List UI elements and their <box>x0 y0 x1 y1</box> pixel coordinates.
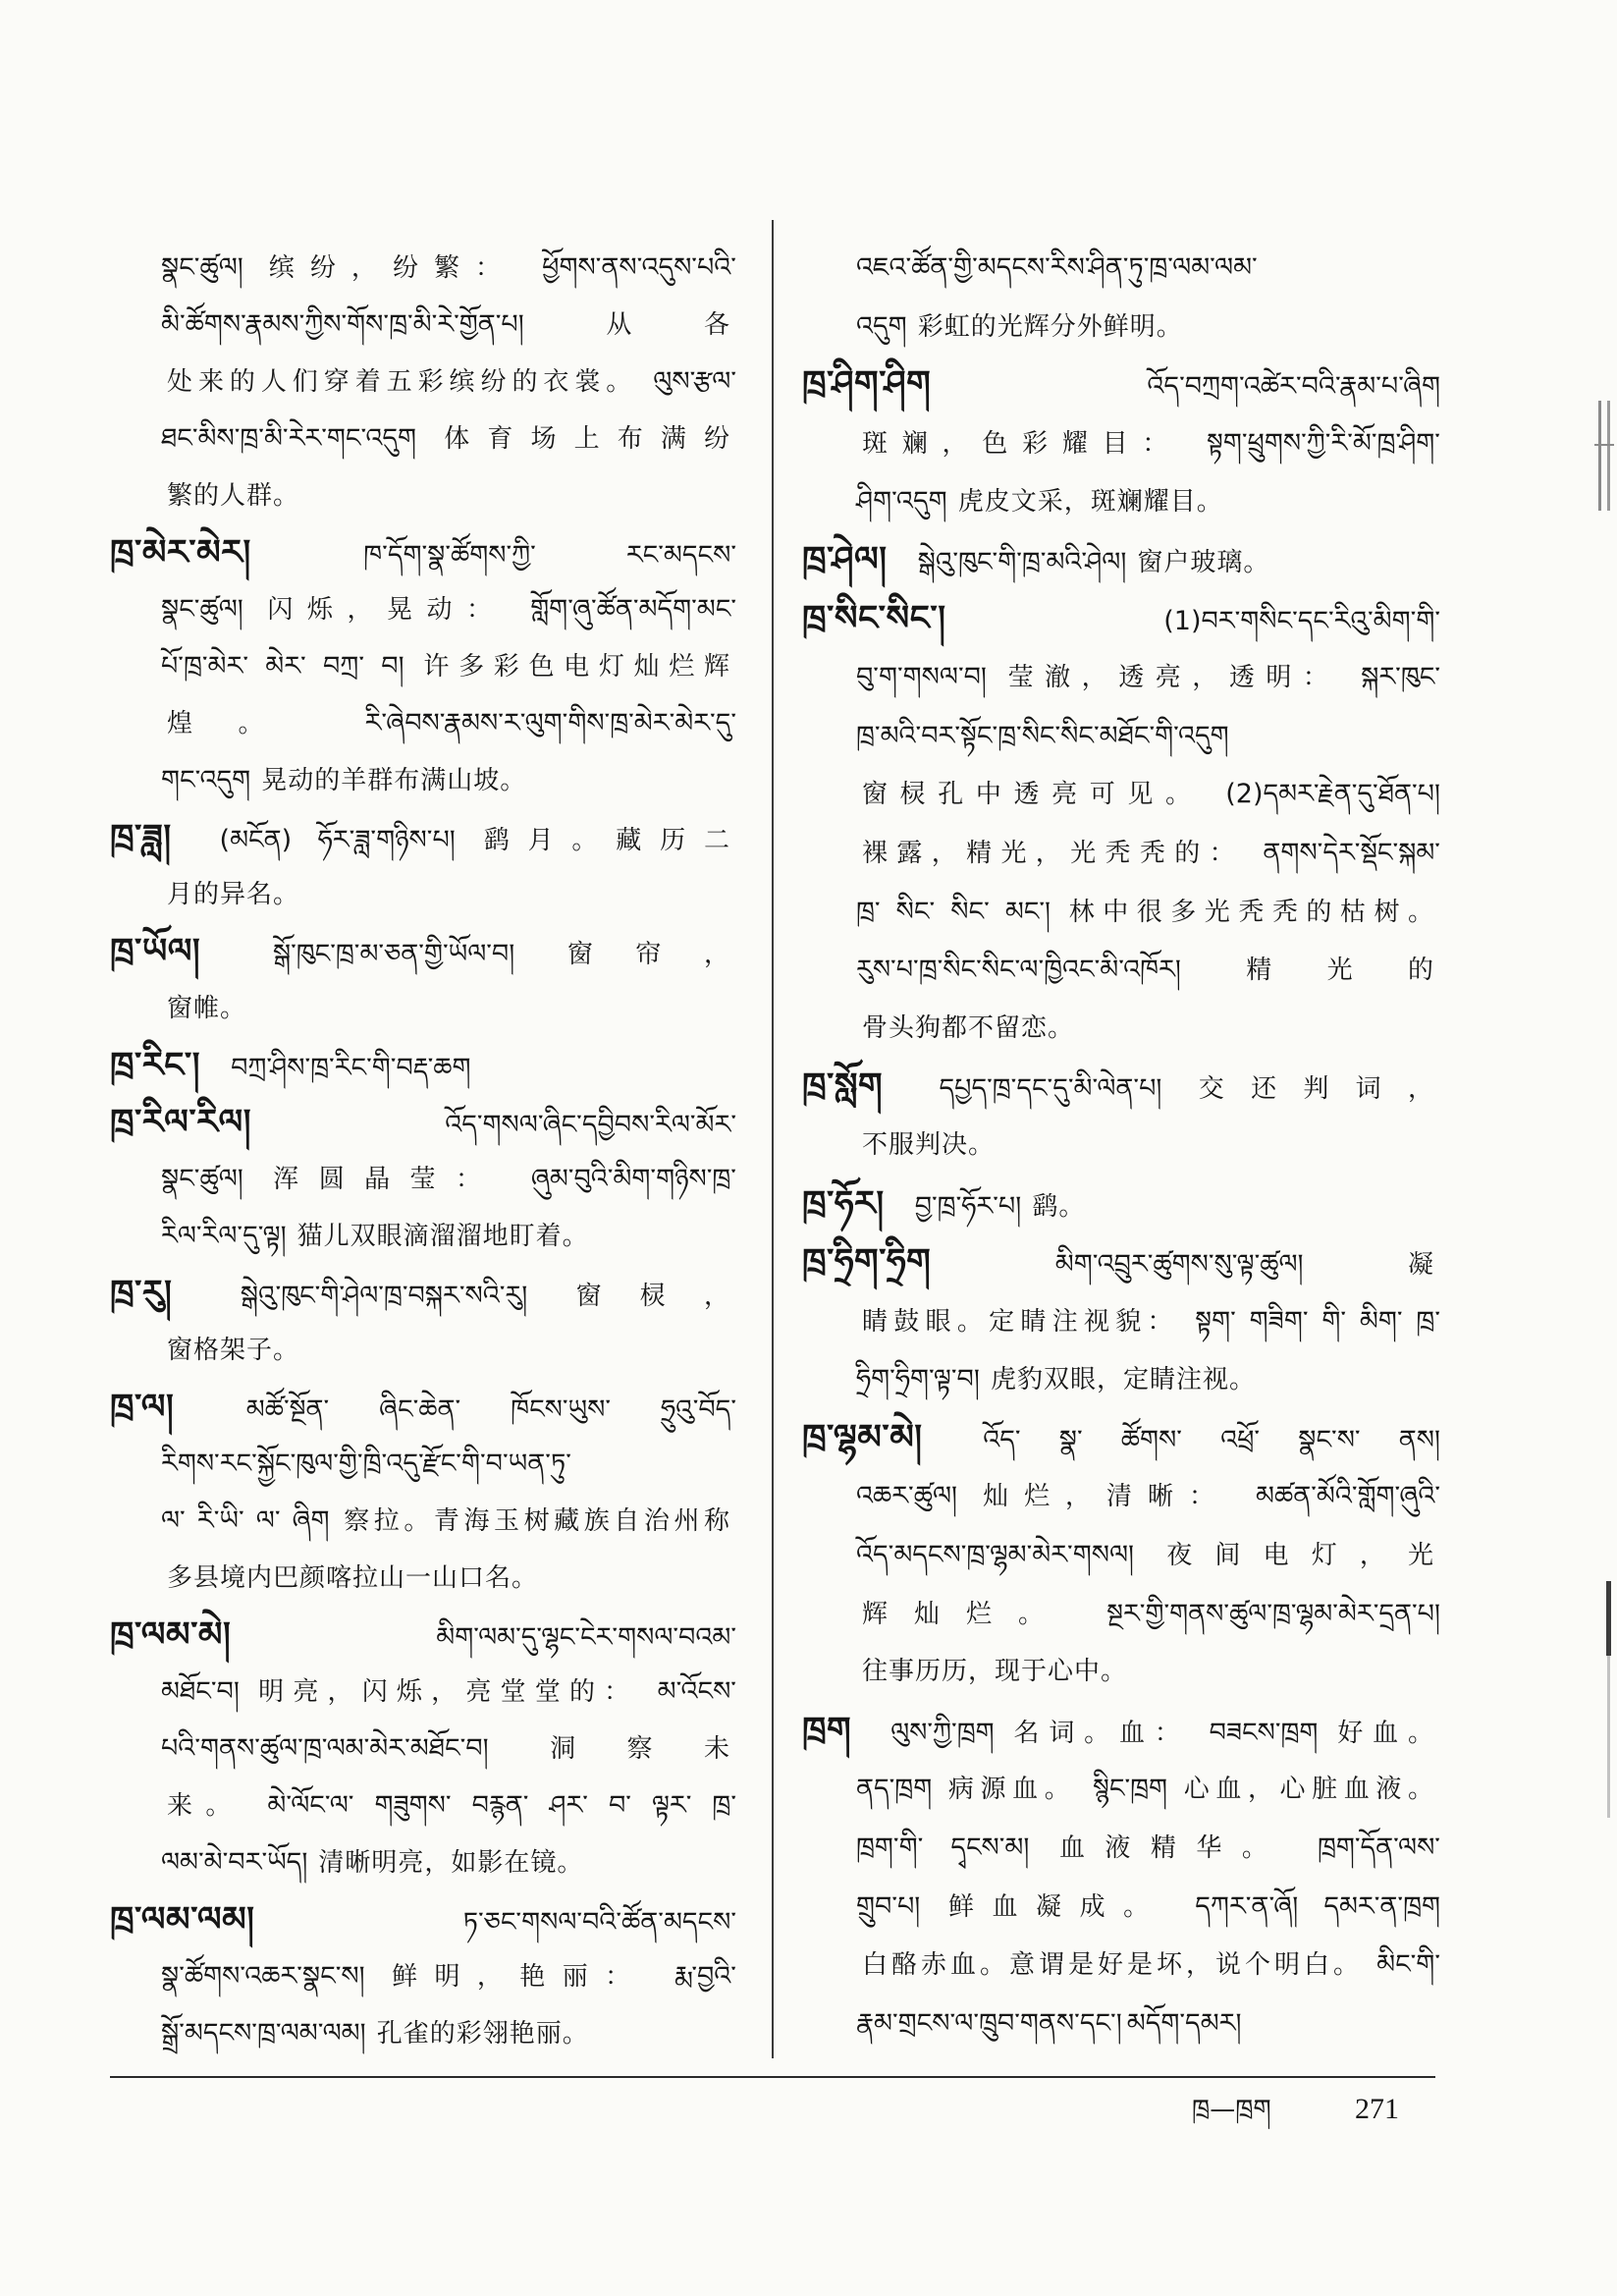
tibetan-text: མིག་ལམ་དུ་ལྷང་ངེར་གསལ་བའམ་ <box>436 1622 736 1653</box>
chinese-text: 病源血。 <box>947 1775 1077 1805</box>
chinese-text: 灿烂，清晰： <box>983 1482 1230 1512</box>
tibetan-text: རྨ་བྱའི་ <box>674 1961 736 1992</box>
chinese-text: 林中很多光秃秃的枯树。 <box>1068 897 1434 927</box>
entry-line <box>802 414 1440 473</box>
tibetan-text: ལུས་ཀྱི་ཁྲག <box>890 1717 995 1748</box>
chinese-text: 缤纷，纷繁： <box>268 253 517 283</box>
dictionary-entry <box>110 1607 736 1891</box>
tibetan-text: བུ་ག་གསལ་བ། <box>856 662 987 693</box>
chinese-text: 鹞月。藏历二 <box>483 826 730 855</box>
chinese-text: 睛鼓眼。定睛注视貌： <box>862 1306 1179 1337</box>
chinese-text: 窗棂， <box>575 1282 730 1311</box>
chinese-text: 处来的人们穿着五彩缤纷的衣裳。 <box>167 367 638 397</box>
chinese-text: 浑圆晶莹： <box>273 1165 502 1194</box>
chinese-text: 洞察未 <box>550 1734 730 1764</box>
entry-line <box>110 1094 736 1151</box>
chinese-text: 明亮，闪烁，亮堂堂的： <box>258 1677 639 1707</box>
tibetan-text: མཚོ་སྔོན་ ཞིང་ཆེན་ ཁོངས་ཡུས་ ཧྲུའུ་བོད་ <box>245 1394 736 1425</box>
entry-line <box>802 355 1440 414</box>
dictionary-entry <box>110 923 736 1037</box>
chinese-text: 夜间电灯，光 <box>1166 1541 1434 1571</box>
entry-line <box>802 1585 1440 1644</box>
entry-headword: ཁྲ་ལྷམ་མེ། <box>802 1417 923 1457</box>
entry-headword: ཁྲ་ཧོར། <box>802 1183 885 1224</box>
entry-line <box>802 239 1440 298</box>
tibetan-text: མཚན་མོའི་གློག་ཞུའི་ <box>1256 1481 1440 1512</box>
entry-line <box>802 472 1440 531</box>
tibetan-text: འོད་གསལ་ཞིང་དབྱིབས་རིལ་མོར་ <box>445 1110 736 1140</box>
tibetan-text: མེ་ལོང་ལ་ གཟུགས་ བརྙན་ ཤར་ བ་ ལྟར་ ཁྲ་ <box>267 1790 736 1821</box>
entry-line <box>110 923 736 980</box>
tibetan-text: རིགས་རང་སྐྱོང་ཁུལ་གྱི་ཁྲི་འདུ་རྫོང་གི་བ་ཡན་ཏུ་ <box>161 1449 571 1479</box>
dictionary-entry <box>802 1233 1440 1409</box>
tibetan-text: གྲུབ་པ། <box>856 1890 921 1922</box>
column-divider <box>772 220 774 2058</box>
entry-line <box>110 467 736 524</box>
chinese-text: 虎皮文采，斑斓耀目。 <box>957 487 1223 518</box>
tibetan-text: རྣམ་གྲངས་ལ་ཁྲུབ་གནས་དང་། <box>856 2007 1122 2039</box>
tibetan-text: ནད་ཁྲག <box>856 1774 933 1805</box>
chinese-text: 鲜明，艳丽： <box>392 1962 648 1992</box>
chinese-text: 心血，心脏血液。 <box>1183 1775 1434 1805</box>
entry-line <box>110 240 736 297</box>
entry-line <box>802 1409 1440 1468</box>
entry-headword: ཁྲ་སིང་སིང་། <box>802 598 946 638</box>
tibetan-text: འོད་མདངས་ཁྲ་ལྷམ་མེར་གསལ། <box>856 1540 1135 1571</box>
tibetan-text: དཀར་ན་ཞོ། དམར་ན་ཁྲག <box>1195 1890 1440 1922</box>
chinese-text: 猫儿双眼滴溜溜地盯着。 <box>296 1222 589 1251</box>
entry-headword: ཁྲ་མེར་མེར། <box>110 533 251 573</box>
tibetan-text: འཆར་ཚུལ། <box>856 1481 958 1512</box>
tibetan-text: རི་ཞེབས་རྣམས་ར་ལུག་གིས་ཁྲ་མེར་མེར་དུ་ <box>364 708 736 738</box>
entry-line <box>110 1607 736 1664</box>
dictionary-entry <box>802 239 1440 355</box>
chinese-text: 煌。 <box>167 709 310 738</box>
entry-line <box>802 298 1440 356</box>
entry-line <box>802 824 1440 883</box>
entry-line <box>802 1233 1440 1292</box>
chinese-text: 窗格架子。 <box>167 1336 300 1365</box>
chinese-text: 察拉。青海玉树藏族自治州称 <box>344 1506 730 1536</box>
chinese-text: 虎豹双眼，定睛注视。 <box>990 1365 1256 1395</box>
tibetan-text: འོད་བཀྲག་འཚེར་བའི་རྣམ་པ་ཞིག <box>1147 371 1440 403</box>
chinese-text: 月的异名。 <box>167 880 300 909</box>
tibetan-text: སྔར་གྱི་གནས་ཚུལ་ཁྲ་ལྷམ་མེར་དྲན་པ། <box>1106 1598 1440 1629</box>
chinese-text: 不服判决。 <box>862 1129 996 1160</box>
chinese-text: 精光的 <box>1246 956 1434 986</box>
entry-headword: ཁྲ་ལ། <box>110 1388 175 1427</box>
tibetan-text: ཤིག་འདུག <box>856 486 947 518</box>
chinese-text: 鲜血凝成。 <box>947 1891 1167 1922</box>
dictionary-entry <box>110 1265 736 1379</box>
tibetan-text: པོ་ཁྲ་མེར་ མེར་ བཀྲ་ བ། <box>161 651 404 682</box>
entry-line <box>110 1891 736 1948</box>
tibetan-text: སྣང་ཚུལ། <box>161 1164 243 1194</box>
entry-line <box>802 1819 1440 1878</box>
chinese-text: 闪烁，晃动： <box>267 595 507 625</box>
chinese-text: 辉灿烂。 <box>862 1599 1071 1629</box>
entry-line <box>110 809 736 866</box>
tibetan-text: ཁྲ་ སིང་ སིང་ མང་། <box>856 896 1051 927</box>
entry-headword: ཁྲ་ཧྲིག་ཧྲིག <box>802 1242 932 1283</box>
entry-line <box>110 866 736 923</box>
entry-line <box>802 1058 1440 1117</box>
chinese-text: 莹澈，透亮，透明： <box>1007 663 1340 693</box>
tibetan-text: (1)བར་གསིང་དང་རིའུ་མིག་གི་ <box>1163 605 1440 636</box>
chinese-text: 骨头狗都不留恋。 <box>862 1012 1075 1043</box>
tibetan-text: ནགས་དེར་སྡོང་སྐམ་ <box>1263 837 1440 868</box>
entry-line <box>110 1834 736 1891</box>
dictionary-entry <box>110 524 736 809</box>
tibetan-text: ཧྲིག་ཧྲིག་ལྟ་བ། <box>856 1364 980 1395</box>
tibetan-text: ལ་ རི་ཡི་ ལ་ ཞིག <box>161 1505 330 1536</box>
tibetan-text: འཇའ་ཚོན་གྱི་མདངས་རིས་ཤིན་ཏུ་ཁྲ་ལམ་ལམ་ <box>856 252 1258 283</box>
tibetan-text: པའི་གནས་ཚུལ་ཁྲ་ལམ་མེར་མཐོང་བ། <box>161 1733 489 1764</box>
tibetan-text: བཟངས་ཁྲག <box>1209 1717 1319 1748</box>
entry-headword: ཁྲ་རིལ་རིལ། <box>110 1103 252 1142</box>
entry-line <box>802 1643 1440 1702</box>
scan-edge-mark <box>1606 1581 1611 1656</box>
entry-line <box>110 524 736 581</box>
tibetan-text: འདུག <box>856 310 907 342</box>
entry-line <box>802 707 1440 766</box>
chinese-text: 繁的人群。 <box>167 481 300 511</box>
dictionary-entry <box>110 1891 736 2062</box>
entry-line <box>802 1117 1440 1175</box>
entry-line <box>110 1037 736 1094</box>
scan-edge-mark <box>1607 401 1610 511</box>
entry-line <box>802 941 1440 1000</box>
chinese-text: 名词。血： <box>1013 1718 1190 1748</box>
chinese-text: 清晰明亮，如影在镜。 <box>318 1848 584 1878</box>
right-column <box>802 239 1440 2065</box>
entry-line <box>802 1350 1440 1409</box>
chinese-text: 白酪赤血。意谓是好是坏，说个明白。 <box>862 1950 1364 1981</box>
dictionary-entry <box>802 1175 1440 1234</box>
entry-line <box>110 1151 736 1208</box>
scan-edge-mark <box>1607 1656 1610 1818</box>
tibetan-text: མཐོང་བ། <box>161 1676 240 1707</box>
entry-line <box>110 1208 736 1265</box>
entry-line <box>802 1936 1440 1995</box>
tibetan-text: སྙིང་ཁྲག <box>1093 1774 1168 1805</box>
chinese-text: 多县境内巴颜喀拉山一山口名。 <box>167 1563 539 1593</box>
tibetan-text: ཁྲ་མའི་བར་སྟོང་ཁྲ་སིང་སིང་མཐོང་གི་འདུག <box>856 720 1229 751</box>
dictionary-entry <box>802 1058 1440 1175</box>
entry-headword: ཁྲ་ལམ་མེ། <box>110 1615 232 1655</box>
chinese-text: 孔雀的彩翎艳丽。 <box>376 2019 589 2049</box>
entry-line <box>802 1000 1440 1059</box>
tibetan-text: བཀྲ་ཤིས་ཁྲ་རིང་གི་བརྡ་ཆག <box>231 1053 471 1083</box>
entry-line <box>802 1526 1440 1585</box>
tibetan-text: སྟག་ གཟིག་ གི་ མིག་ ཁྲ་ <box>1195 1305 1440 1337</box>
entry-line <box>802 1702 1440 1761</box>
tibetan-text: ཁྲག་གི་ དྭངས་མ། <box>856 1832 1030 1864</box>
entry-headword: ཁྲ་སློག <box>802 1066 884 1107</box>
chinese-text: 来。 <box>167 1791 244 1821</box>
tibetan-text: སྣང་ཚུལ། <box>161 594 243 625</box>
tibetan-text: ལུས་རྩལ་ <box>653 366 736 397</box>
entry-line <box>802 648 1440 707</box>
dictionary-entry <box>802 590 1440 1059</box>
entry-line <box>110 1721 736 1777</box>
chinese-text: 斑斓，色彩耀目： <box>862 428 1183 459</box>
dictionary-entry <box>802 1409 1440 1702</box>
tibetan-text: ཁ་དོག་སྣ་ཚོགས་ཀྱི་ རང་མདངས་ <box>363 540 736 571</box>
tibetan-text: ཕྱོགས་ནས་འདུས་པའི་ <box>542 252 736 283</box>
dictionary-entry <box>802 531 1440 590</box>
entry-line <box>110 1436 736 1493</box>
entry-line <box>110 297 736 354</box>
chinese-text: 许多彩色电灯灿烂辉 <box>423 652 730 682</box>
chinese-text: 往事历历，现于心中。 <box>862 1657 1128 1687</box>
tibetan-text: ཏ་ཅང་གསལ་བའི་ཚོན་མདངས་ <box>462 1907 736 1938</box>
dictionary-entry <box>802 1702 1440 2053</box>
entry-line <box>110 2005 736 2062</box>
tibetan-text: དཔྱད་ཁྲ་དང་དུ་མི་ལེན་པ། <box>939 1073 1162 1105</box>
entry-headword: ཁྲ་ཤེལ། <box>802 539 888 579</box>
entry-line <box>802 1292 1440 1351</box>
entry-line <box>110 1493 736 1550</box>
chinese-text: 体育场上布满纷 <box>444 424 730 454</box>
chinese-text: 彩虹的光辉分外鲜明。 <box>917 311 1183 342</box>
tibetan-text: སྒེའུ་ཁུང་གི་ཤེལ་ཁྲ་བསྐར་སའི་རུ། <box>240 1281 528 1311</box>
entry-headword: ཁྲ་རུ། <box>110 1274 173 1313</box>
tibetan-text: གློག་ཞུ་ཚོན་མདོག་མང་ <box>530 594 736 625</box>
tibetan-text: སྟག་ཕྲུགས་ཀྱི་རི་མོ་ཁྲ་ཤིག་ <box>1207 427 1440 459</box>
tibetan-text: ཁྲག་དོན་ལས་ <box>1317 1832 1440 1864</box>
chinese-text: 血液精华。 <box>1058 1833 1288 1864</box>
entry-line <box>110 1322 736 1379</box>
footer-rule <box>110 2076 1435 2078</box>
tibetan-text: ཐང་མིས་ཁྲ་མི་རེར་གང་འདུག <box>161 423 417 454</box>
chinese-text: 裸露，精光，光秃秃的： <box>862 838 1244 868</box>
dictionary-entry <box>802 355 1440 531</box>
chinese-text: 交还判词， <box>1198 1074 1434 1105</box>
left-column <box>110 240 736 2068</box>
entry-headword: ཁྲ་ཟླ། <box>110 818 172 857</box>
entry-line <box>110 1777 736 1834</box>
tibetan-text: (མངོན) ཧོར་ཟླ་གཉིས་པ། <box>219 825 456 855</box>
entry-headword: ཁྲ་ལམ་ལམ། <box>110 1900 255 1940</box>
entry-headword: ཁྲ་ཡོལ། <box>110 932 201 971</box>
tibetan-text: སྣང་ཚུལ། <box>161 252 243 283</box>
tibetan-text: ལམ་མེ་བར་ཡོད། <box>161 1847 308 1878</box>
entry-line <box>110 1550 736 1607</box>
chinese-text: 窗帷。 <box>167 994 247 1023</box>
entry-line <box>110 752 736 809</box>
tibetan-text: སྣ་ཚོགས་འཆར་སྣང་ས། <box>161 1961 365 1992</box>
tibetan-text: བྱ་ཁྲ་ཧོར་པ། <box>914 1190 1022 1222</box>
entry-line <box>802 590 1440 649</box>
chinese-text: 窗帘， <box>566 940 730 969</box>
entry-headword: ཁྲག <box>802 1710 852 1750</box>
chinese-text: 晃动的羊群布满山坡。 <box>261 766 527 795</box>
chinese-text: 鹞。 <box>1032 1191 1086 1222</box>
page-number: 271 <box>1355 2093 1399 2125</box>
entry-line <box>110 1948 736 2005</box>
tibetan-text: མིག་འབྲུར་ཚུགས་སུ་ལྟ་ཚུལ། <box>1054 1249 1304 1281</box>
entry-line <box>110 1664 736 1721</box>
tibetan-text: སྒྲོ་མདངས་ཁྲ་ལམ་ལམ། <box>161 2018 366 2049</box>
entry-line <box>110 410 736 467</box>
entry-line <box>110 581 736 638</box>
tibetan-text: རིལ་རིལ་དུ་ལྟ། <box>161 1221 287 1251</box>
dictionary-entry <box>110 1094 736 1265</box>
entry-line <box>110 695 736 752</box>
entry-headword: ཁྲ་ཤིག་ཤིག <box>802 364 932 405</box>
entry-line <box>802 765 1440 824</box>
running-head: ཁྲ—ཁྲག <box>1192 2095 1271 2124</box>
entry-line <box>802 1467 1440 1526</box>
dictionary-entry <box>110 1037 736 1094</box>
dictionary-entry <box>110 809 736 923</box>
entry-line <box>802 883 1440 942</box>
entry-headword: ཁྲ་རིང་། <box>110 1046 200 1085</box>
entry-line <box>802 1878 1440 1937</box>
chinese-text: 从各 <box>606 310 730 340</box>
entry-line <box>802 1995 1440 2053</box>
entry-line <box>802 1175 1440 1234</box>
tibetan-text: ཞུམ་བུའི་མིག་གཉིས་ཁྲ་ <box>530 1164 736 1194</box>
dictionary-entry <box>110 240 736 524</box>
tibetan-text: གང་འདུག <box>161 765 251 795</box>
tibetan-text: མིང་གི་ <box>1376 1949 1440 1981</box>
tibetan-text: མ་འོངས་ <box>657 1676 736 1707</box>
chinese-text: 窗棂孔中透亮可见。 <box>862 780 1204 810</box>
tibetan-text: སྐར་ཁུང་ <box>1361 662 1440 693</box>
tibetan-text: རུས་པ་ཁྲ་སིང་སིང་ལ་ཁྱིའང་མི་འཁོར། <box>856 955 1181 986</box>
tibetan-text: སྒོ་ཁུང་ཁྲ་མ་ཅན་གྱི་ཡོལ་བ། <box>272 939 515 969</box>
entry-line <box>110 354 736 410</box>
tibetan-text: སྒེའུ་ཁུང་གི་ཁྲ་མའི་ཤེལ། <box>917 546 1127 577</box>
scan-edge-mark <box>1598 401 1601 511</box>
tibetan-text: མི་ཚོགས་རྣམས་ཀྱིས་གོས་ཁྲ་མི་རེ་གྱོན་པ། <box>161 309 524 340</box>
chinese-text: 凝 <box>1407 1250 1434 1281</box>
tibetan-text: འོད་ སྣ་ ཚོགས་ འཕྲོ་ སྣང་ས་ ནས། <box>983 1424 1440 1455</box>
entry-line <box>110 638 736 695</box>
entry-line <box>110 1265 736 1322</box>
chinese-text: 好血。 <box>1337 1718 1435 1748</box>
tibetan-text: མདོག་དམར། <box>1126 2007 1242 2039</box>
entry-line <box>110 980 736 1037</box>
chinese-text: 窗户玻璃。 <box>1137 547 1270 577</box>
scan-edge-mark <box>1594 444 1614 446</box>
tibetan-text: (2)དམར་རྗེན་དུ་ཐོན་པ། <box>1225 779 1440 810</box>
entry-line <box>110 1379 736 1436</box>
entry-line <box>802 1760 1440 1819</box>
entry-line <box>802 531 1440 590</box>
dictionary-entry <box>110 1379 736 1607</box>
